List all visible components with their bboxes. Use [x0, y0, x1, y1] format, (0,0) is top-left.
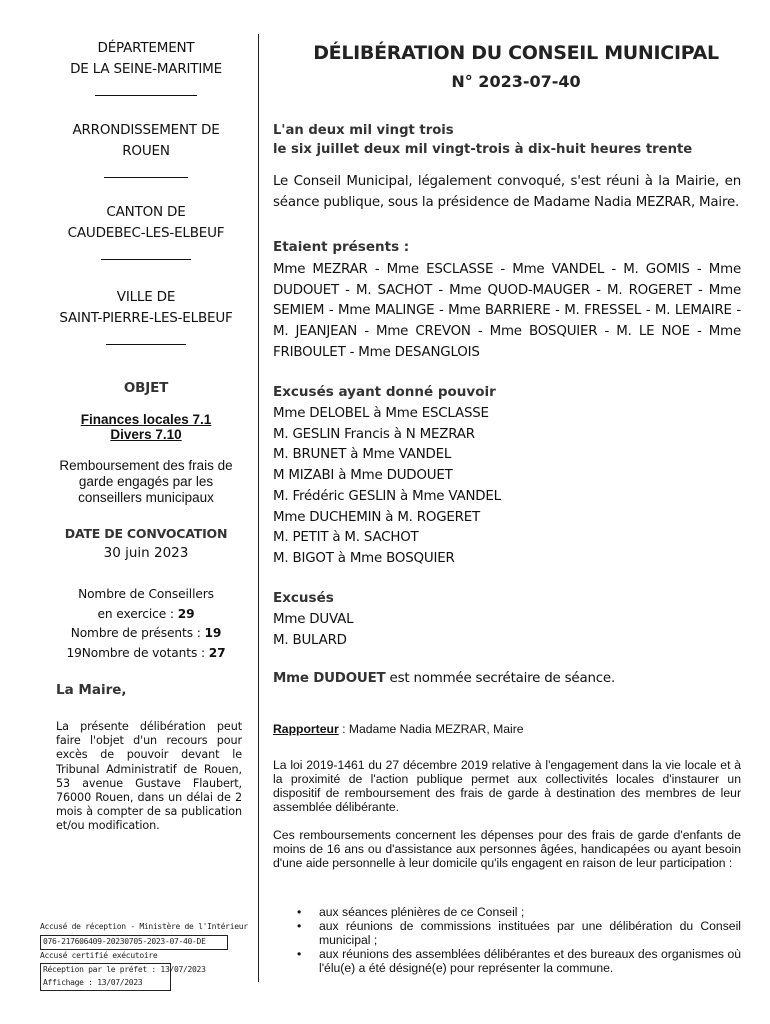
- secretaire-line: Mme DUDOUET est nommée secrétaire de séance.: [273, 671, 616, 686]
- canton-block: [40, 202, 252, 267]
- counts-line-4: 19Nombre de votants : 27: [66, 645, 226, 660]
- pouvoir-item: M MIZABI à Mme DUDOUET: [273, 468, 453, 484]
- ville-line-2: SAINT-PIERRE-LES-ELBEUF: [59, 310, 233, 326]
- separator: [95, 95, 197, 96]
- body-paragraph-1: La loi 2019-1461 du 27 décembre 2019 relative à l'engagement dans la vie locale et à la proximité de l'action publique permet aux collectivités locales d'instaurer un dispositif de remboursement des frais de garde à destination des membres de leur assemblée délibérante.: [273, 758, 741, 814]
- excuses-heading: Excusés: [273, 590, 334, 606]
- participation-list: [273, 906, 741, 976]
- stamp-reception-line: Réception par le préfet : 13/07/2023: [43, 965, 206, 974]
- departement-line-2: DE LA SEINE-MARITIME: [70, 61, 222, 77]
- deliberation-title: DÉLIBÉRATION DU CONSEIL MUNICIPAL: [313, 42, 719, 64]
- objet-category-line-2: Divers 7.10: [110, 427, 182, 442]
- stamp-accuse-line: Accusé de réception - Ministère de l'Intérieur: [40, 922, 248, 931]
- pouvoir-item: M. BRUNET à Mme VANDEL: [273, 447, 452, 463]
- count-exercice: 29: [177, 606, 195, 621]
- separator: [106, 344, 186, 345]
- presents-heading: Etaient présents :: [273, 239, 410, 255]
- convocation-heading: DATE DE CONVOCATION: [64, 526, 228, 541]
- pouvoir-item: M. PETIT à M. SACHOT: [273, 530, 419, 546]
- count-votants: 27: [208, 645, 226, 660]
- departement-block: [40, 38, 252, 103]
- list-item: • aux réunions de commissions instituées par une délibération du Conseil municipal ;: [273, 920, 741, 948]
- list-item: • aux séances plénières de ce Conseil ;: [273, 906, 741, 920]
- rapporteur-line: Rapporteur : Madame Nadia MEZRAR, Maire: [273, 722, 524, 736]
- pouvoir-item: M. GESLIN Francis à N MEZRAR: [273, 426, 475, 442]
- convocation-date: 30 juin 2023: [103, 545, 189, 561]
- stamp-affichage-line: Affichage : 13/07/2023: [43, 978, 143, 987]
- objet-category: [40, 412, 252, 442]
- counts-line-2: en exercice : 29: [97, 606, 195, 621]
- counts-line-1: Nombre de Conseillers: [78, 587, 214, 601]
- seance-date: [273, 121, 741, 159]
- pouvoirs-list: [273, 404, 741, 570]
- seance-date-line-2: le six juillet deux mil vingt-trois à dix-huit heures trente: [273, 142, 693, 157]
- secretaire-name: Mme DUDOUET: [273, 671, 386, 686]
- canton-line-1: CANTON DE: [106, 204, 186, 220]
- maire-heading: La Maire,: [56, 682, 127, 698]
- rapporteur-label: Rapporteur: [273, 722, 339, 736]
- counts-line-3: Nombre de présents : 19: [70, 626, 222, 640]
- separator: [101, 259, 191, 260]
- objet-description: Remboursement des frais de garde engagés par les conseillers municipaux: [59, 458, 233, 505]
- deliberation-number: N° 2023-07-40: [451, 72, 581, 91]
- intro-paragraph: Le Conseil Municipal, légalement convoqué, s'est réuni à la Mairie, en séance publique, sous la présidence de Madame Nadia MEZRAR, Maire.: [273, 174, 741, 210]
- canton-line-2: CAUDEBEC-LES-ELBEUF: [67, 225, 225, 241]
- departement-line-1: DÉPARTEMENT: [97, 40, 195, 56]
- ville-line-1: VILLE DE: [116, 289, 176, 305]
- list-item: • aux réunions des assemblées délibérantes et des bureaux des organismes où l'élu(e) a été désigné(e) pour représenter la commune.: [273, 948, 741, 976]
- arrondissement-line-2: ROUEN: [122, 143, 170, 159]
- presents-list: Mme MEZRAR - Mme ESCLASSE - Mme VANDEL - M. GOMIS - Mme DUDOUET - M. SACHOT - Mme QUOD-MAUGER - M. ROGERET - Mme SEMIEM - Mme MALINGE - Mme BARRIERE - M. FRESSEL - M. LEMAIRE - M. JEANJEAN - Mme CREVON - Mme BOSQUIER - M. LE NOE - Mme FRIBOULET - Mme DESANGLOIS: [273, 262, 741, 360]
- ville-block: [40, 287, 252, 352]
- excuse-item: M. BULARD: [273, 632, 347, 648]
- body-paragraph-2: Ces remboursements concernent les dépenses pour des frais de garde d'enfants de moins de 16 ans ou d'assistance aux personnes âgées, handicapées ou ayant besoin d'une aide personnelle à leur domicile qu'ils engagent en raison de leur participation :: [273, 828, 741, 870]
- pouvoir-item: Mme DUCHEMIN à M. ROGERET: [273, 509, 481, 525]
- objet-heading: OBJET: [123, 380, 169, 396]
- pouvoirs-heading: Excusés ayant donné pouvoir: [273, 384, 496, 400]
- pouvoir-item: M. Frédéric GESLIN à Mme VANDEL: [273, 488, 501, 504]
- count-presents: 19: [204, 626, 222, 640]
- seance-date-line-1: L'an deux mil vingt trois: [273, 123, 454, 138]
- arrondissement-line-1: ARRONDISSEMENT DE: [72, 122, 220, 138]
- arrondissement-block: [40, 120, 252, 185]
- excuse-item: Mme DUVAL: [273, 612, 354, 627]
- excuses-list: [273, 610, 741, 651]
- stamp-certifie-line: Accusé certifié exécutoire: [40, 951, 158, 960]
- recours-notice: La présente délibération peut faire l'objet d'un recours pour excès de pouvoir devant le Tribunal Administratif de Rouen, 53 avenue Gustave Flaubert, 76000 Rouen, dans un délai de 2 mois à compter de sa publication et/ou modification.: [56, 720, 242, 833]
- pouvoir-item: M. BIGOT à Mme BOSQUIER: [273, 550, 455, 566]
- separator: [104, 177, 188, 178]
- pouvoir-item: Mme DELOBEL à Mme ESCLASSE: [273, 406, 489, 421]
- objet-category-line-1: Finances locales 7.1: [80, 412, 212, 427]
- conseillers-counts: [40, 585, 252, 663]
- stamp-id-line: 076-217606409-20230705-2023-07-40-DE: [43, 937, 206, 946]
- column-divider: [258, 34, 259, 982]
